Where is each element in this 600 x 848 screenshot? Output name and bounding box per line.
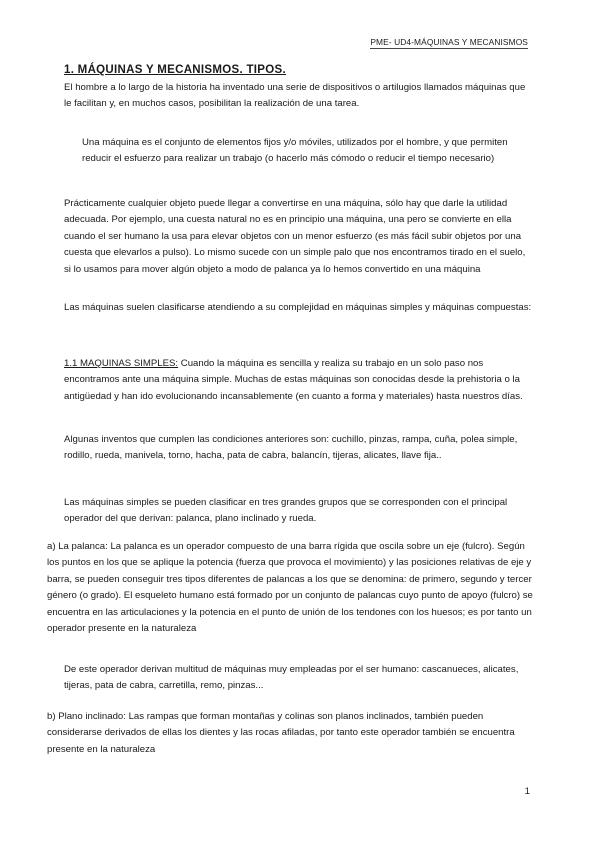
- paragraph-lever: a) La palanca: La palanca es un operador compuesto de una barra rígida que oscila sobre un eje (fulcro). Según los puntos en los que se aplique la potencia (fuerza que provoca el movimiento) y las posiciones relativas de eje y barra, se pueden conseguir tres tipos diferentes de palancas a los que se denomina: de primero, segundo y tercer género (o grado). El esqueleto humano está formado por un conjunto de palancas cuyo punto de apoyo (fulcro) se encuentra en las articulaciones y la potencia en el punto de unión de los tendones con los huesos; es por tanto un operador presente en la naturaleza: [47, 541, 533, 635]
- running-header: PME- UD4-MÁQUINAS Y MECANISMOS: [370, 37, 528, 47]
- section-title: 1. MÁQUINAS Y MECANISMOS. TIPOS.: [64, 64, 286, 76]
- paragraph-inventions: Algunas inventos que cumplen las condiciones anteriores son: cuchillo, pinzas, rampa, cuña, polea simple, rodillo, rueda, manivela, torno, hacha, pata de cabra, balancín, tijeras, alicates, llave fija..: [64, 434, 518, 462]
- subsection-heading: 1.1 MAQUINAS SIMPLES:: [64, 358, 179, 369]
- paragraph-inclined-plane: b) Plano inclinado: Las rampas que forman montañas y colinas son planos inclinados, también pueden considerarse derivados de ellas los dientes y las rocas afiladas, por tanto este operador también se encuentra presente en la naturaleza: [47, 711, 515, 755]
- definition-quote: Una máquina es el conjunto de elementos fijos y/o móviles, utilizados por el hombre, y que permiten reducir el esfuerzo para realizar un trabajo (o hacerlo más cómodo o reducir el tiempo necesario): [82, 137, 508, 165]
- paragraph-classification: Las máquinas suelen clasificarse atendiendo a su complejidad en máquinas simples y máquinas compuestas:: [64, 302, 532, 313]
- page-number: 1: [524, 786, 530, 797]
- paragraph-groups: Las máquinas simples se pueden clasificar en tres grandes grupos que se corresponden con el principal operador del que derivan: palanca, plano inclinado y rueda.: [64, 497, 508, 525]
- paragraph-machines-examples: Prácticamente cualquier objeto puede llegar a convertirse en una máquina, sólo hay que darle la utilidad adecuada. Por ejemplo, una cuesta natural no es en principio una máquina, una pero se convierte en ella cuando el ser humano la usa para elevar objetos con un menor esfuerzo (es más fácil subir objetos por una cuesta que elevarlos a pulso). Lo mismo sucede con un simple palo que nos encontramos tirado en el suelo, si lo usamos para mover algún objeto a modo de palanca ya lo hemos convertido en una máquina: [64, 198, 526, 275]
- paragraph-lever-machines: De este operador derivan multitud de máquinas muy empleadas por el ser humano: cascanueces, alicates, tijeras, pata de cabra, carretilla, remo, pinzas...: [64, 664, 519, 692]
- intro-paragraph: El hombre a lo largo de la historia ha inventado una serie de dispositivos o artilugios llamados máquinas que le facilitan y, en muchos casos, posibilitan la realización de una tarea.: [64, 82, 526, 110]
- subsection-body: Cuando la máquina es sencilla y realiza su trabajo en un solo paso nos encontramos ante una máquina simple. Muchas de estas máquinas son conocidas desde la prehistoria o la antigüedad y han ido evolucionando incansablemente (en cuanto a forma y materiales) hasta nuestros días.: [64, 358, 523, 402]
- paragraph-simple-machines: [64, 356, 534, 405]
